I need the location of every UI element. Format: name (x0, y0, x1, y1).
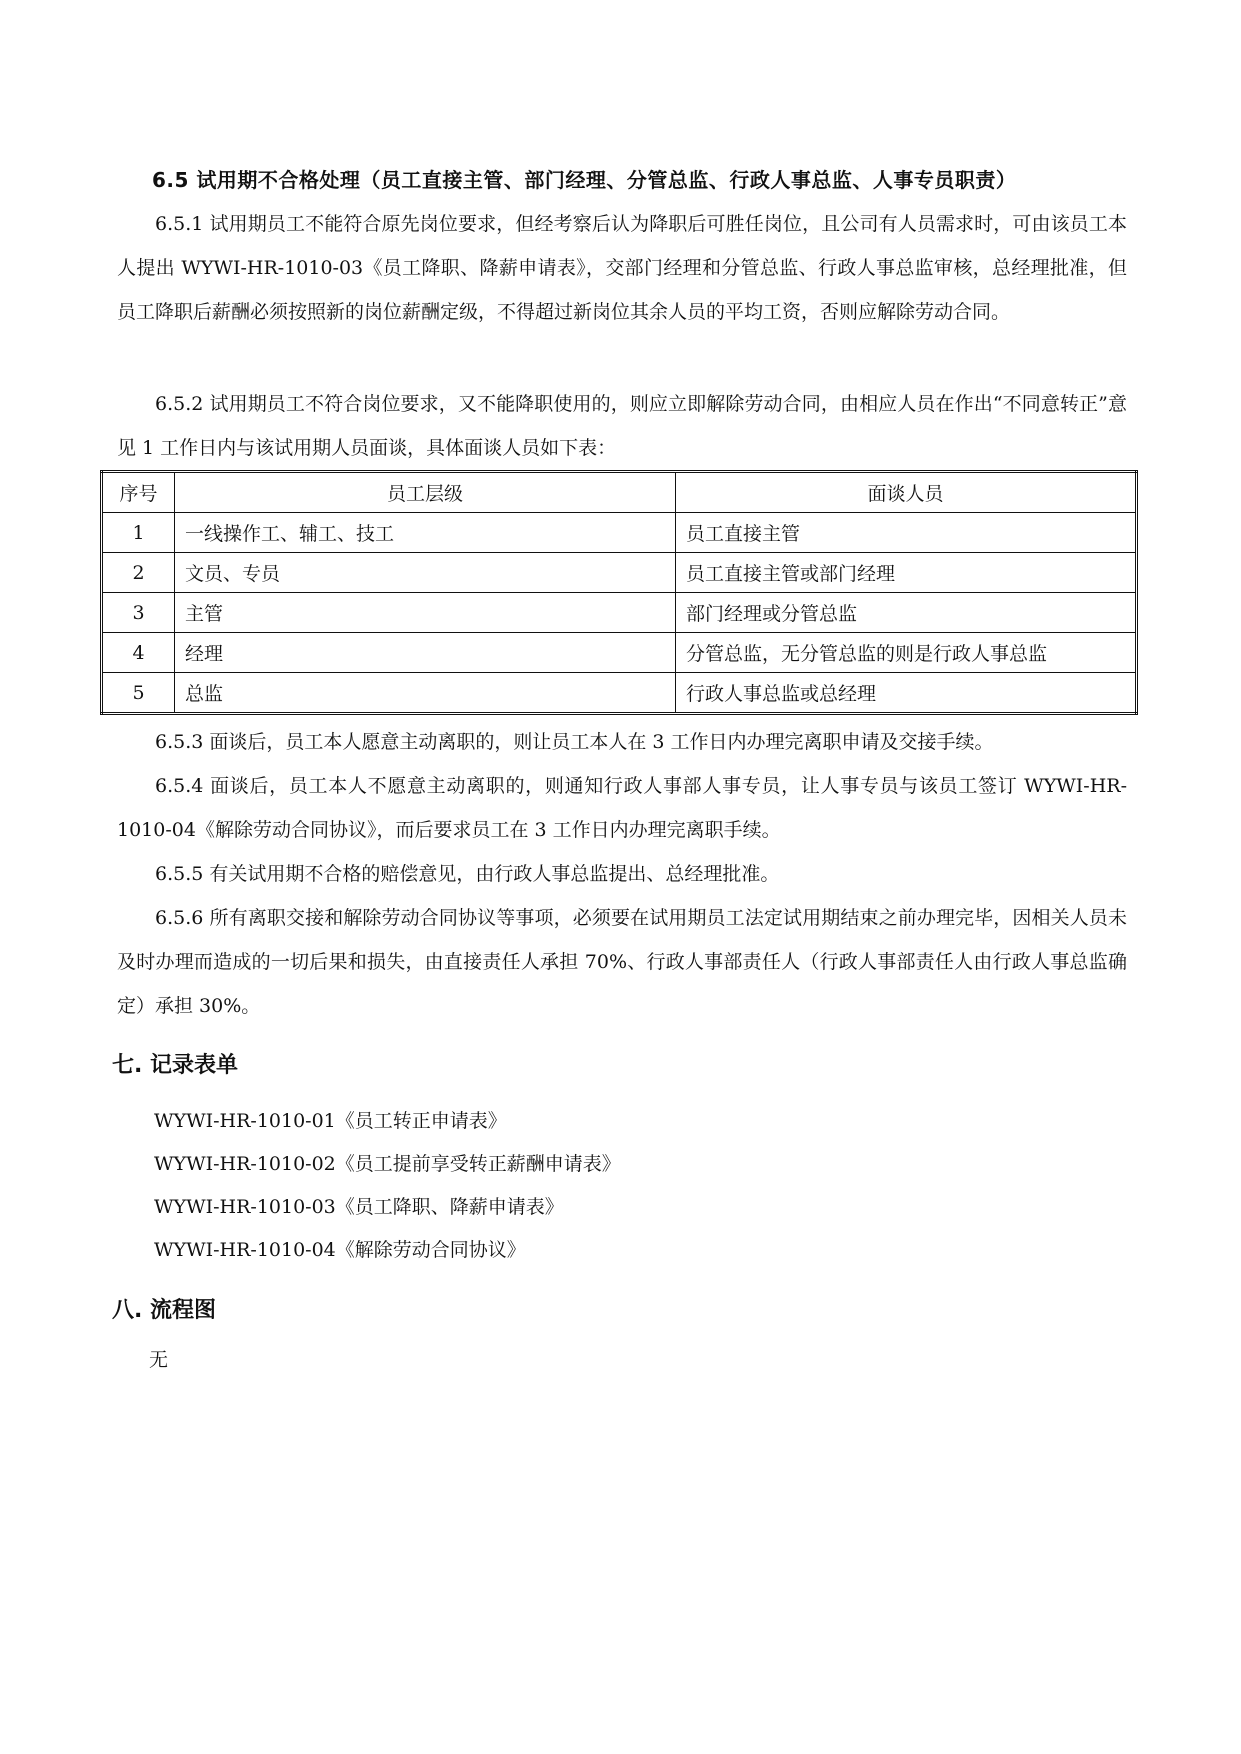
record-form-item: WYWI-HR-1010-04《解除劳动合同协议》 (154, 1239, 526, 1261)
paragraph-6-5-6: 6.5.6 所有离职交接和解除劳动合同协议等事项，必须要在试用期员工法定试用期结束之前办理完毕，因相关人员未及时办理而造成的一切后果和损失，由直接责任人承担 70%、行政人事部责任人（行政人事部责任人由行政人事总监确定）承担 30%。 (117, 907, 1127, 1017)
paragraph-6-5-1: 6.5.1 试用期员工不能符合原先岗位要求，但经考察后认为降职后可胜任岗位，且公司有人员需求时，可由该员工本人提出 WYWI-HR-1010-03《员工降职、降薪申请表》，交部门经理和分管总监、行政人事总监审核，总经理批准，但员工降职后薪酬必须按照新的岗位薪酬定级，不得超过新岗位其余人员的平均工资，否则应解除劳动合同。 (117, 213, 1127, 323)
table-row (102, 673, 1137, 714)
record-form-item: WYWI-HR-1010-02《员工提前享受转正薪酬申请表》 (154, 1153, 621, 1175)
section-8-heading: 八. 流程图 (112, 1298, 217, 1323)
table-row (102, 593, 1137, 633)
paragraph-6-5-4: 6.5.4 面谈后，员工本人不愿意主动离职的，则通知行政人事部人事专员，让人事专员与该员工签订 WYWI-HR-1010-04《解除劳动合同协议》，而后要求员工在 3 工作日内办理完离职手续。 (117, 775, 1127, 841)
cell-interviewer: 员工直接主管或部门经理 (676, 553, 1137, 593)
cell-level: 一线操作工、辅工、技工 (175, 513, 676, 553)
table-row (102, 633, 1137, 673)
record-form-item: WYWI-HR-1010-03《员工降职、降薪申请表》 (154, 1196, 564, 1218)
paragraph-6-5-2: 6.5.2 试用期员工不符合岗位要求，又不能降职使用的，则应立即解除劳动合同，由相应人员在作出“不同意转正”意见 1 工作日内与该试用期人员面谈，具体面谈人员如下表： (117, 393, 1127, 459)
cell-no: 2 (102, 553, 175, 593)
cell-interviewer: 分管总监，无分管总监的则是行政人事总监 (676, 633, 1137, 673)
record-form-item: WYWI-HR-1010-01《员工转正申请表》 (154, 1110, 507, 1132)
cell-no: 3 (102, 593, 175, 633)
table-header-row (102, 472, 1137, 513)
cell-no: 1 (102, 513, 175, 553)
table-row (102, 513, 1137, 553)
interview-table (100, 470, 1138, 715)
cell-interviewer: 员工直接主管 (676, 513, 1137, 553)
cell-no: 4 (102, 633, 175, 673)
table-row (102, 553, 1137, 593)
header-no: 序号 (102, 472, 175, 513)
cell-level: 经理 (175, 633, 676, 673)
paragraph-6-5-3: 6.5.3 面谈后，员工本人愿意主动离职的，则让员工本人在 3 工作日内办理完离职申请及交接手续。 (155, 731, 994, 753)
flowchart-content: 无 (149, 1349, 169, 1371)
cell-level: 主管 (175, 593, 676, 633)
header-interviewer: 面谈人员 (676, 472, 1137, 513)
header-level: 员工层级 (175, 472, 676, 513)
cell-level: 总监 (175, 673, 676, 714)
cell-no: 5 (102, 673, 175, 714)
section-7-heading: 七. 记录表单 (112, 1053, 239, 1078)
cell-level: 文员、专员 (175, 553, 676, 593)
section-6-5-heading: 6.5 试用期不合格处理（员工直接主管、部门经理、分管总监、行政人事总监、人事专员职责） (152, 168, 1017, 192)
cell-interviewer: 部门经理或分管总监 (676, 593, 1137, 633)
paragraph-6-5-5: 6.5.5 有关试用期不合格的赔偿意见，由行政人事总监提出、总经理批准。 (155, 863, 780, 885)
cell-interviewer: 行政人事总监或总经理 (676, 673, 1137, 714)
